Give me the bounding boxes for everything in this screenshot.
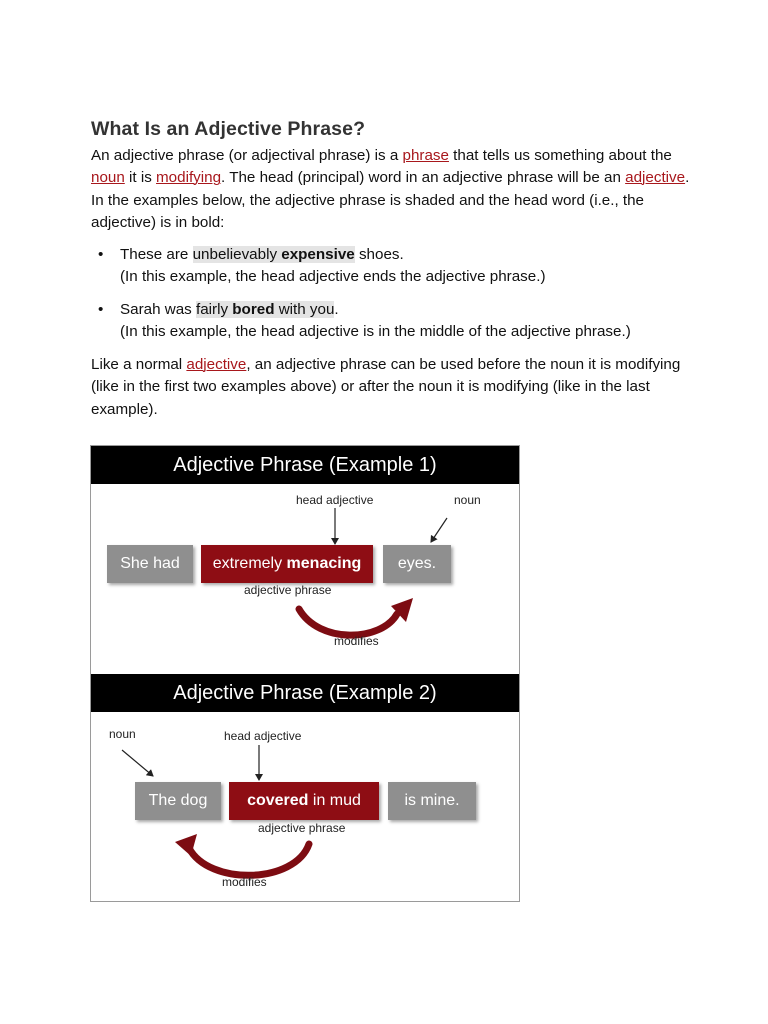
closing-paragraph: Like a normal adjective, an adjective phrase can be used before the noun it is modifying (like in the first two examples above) or after the noun it is modifying (like in the last example).	[91, 355, 681, 418]
head-adjective: expensive	[281, 245, 355, 263]
example1-adjective-phrase-box: extremely menacing	[201, 545, 373, 583]
example-item	[91, 244, 691, 289]
head-adjective: bored	[232, 300, 275, 318]
noun-label-1: noun	[454, 493, 481, 507]
example-sentence: • These are unbelievably expensive shoes.	[120, 245, 404, 263]
adjective-phrase-label-2: adjective phrase	[258, 821, 346, 835]
modifies-arc-2	[189, 844, 309, 875]
noun-arrow-1	[431, 518, 447, 542]
example1-noun-box: eyes.	[383, 545, 451, 583]
link-phrase[interactable]: phrase	[402, 146, 449, 164]
intro-text: that tells us something about the	[448, 146, 672, 164]
head-adjective: covered	[247, 792, 309, 809]
shaded-adjective-phrase: unbelievably expensive	[192, 245, 355, 263]
intro-paragraph	[91, 145, 691, 235]
example-sentence: • Sarah was fairly bored with you.	[120, 300, 339, 318]
example-item	[91, 299, 691, 344]
link-modifying[interactable]: modifying	[156, 169, 222, 186]
link-adjective[interactable]: adjective	[625, 169, 686, 186]
example2-predicate-box: is mine.	[388, 782, 476, 820]
shaded-adjective-phrase: fairly bored with you	[195, 300, 335, 318]
noun-arrow-2	[122, 750, 153, 776]
modifies-label-1: modifies	[334, 634, 379, 648]
adjective-phrase-figure	[90, 445, 520, 902]
article	[91, 118, 691, 430]
head-adjective-label-2: head adjective	[224, 729, 302, 743]
example2-noun-box: The dog	[135, 782, 221, 820]
example2-title: Adjective Phrase (Example 2)	[91, 674, 519, 712]
intro-text: An adjective phrase (or adjectival phrase) is a	[91, 146, 403, 164]
head-adjective: menacing	[286, 555, 362, 572]
example-note: (In this example, the head adjective is in the middle of the adjective phrase.)	[120, 323, 631, 340]
modifies-arc-1	[299, 609, 397, 635]
intro-text: . The head (principal) word in an adjective phrase will be an	[221, 169, 626, 186]
intro-text: it is	[124, 169, 157, 186]
head-adjective-label-1: head adjective	[296, 493, 374, 507]
article-heading: What Is an Adjective Phrase?	[91, 118, 366, 140]
example2-adjective-phrase-box: covered in mud	[229, 782, 379, 820]
intro-text: . In the examples below, the adjective phrase is shaded and the head word (i.e., the adjective) is in bold:	[91, 169, 690, 231]
example1-title: Adjective Phrase (Example 1)	[91, 446, 519, 484]
modifies-label-2: modifies	[222, 875, 267, 889]
example-note: (In this example, the head adjective ends the adjective phrase.)	[120, 268, 546, 285]
example1-subject-box: She had	[107, 545, 193, 583]
noun-label-2: noun	[109, 727, 136, 741]
link-adjective-2[interactable]: adjective	[186, 355, 247, 373]
example-list	[91, 244, 691, 344]
link-noun[interactable]: noun	[91, 169, 125, 186]
adjective-phrase-label-1: adjective phrase	[244, 583, 332, 597]
